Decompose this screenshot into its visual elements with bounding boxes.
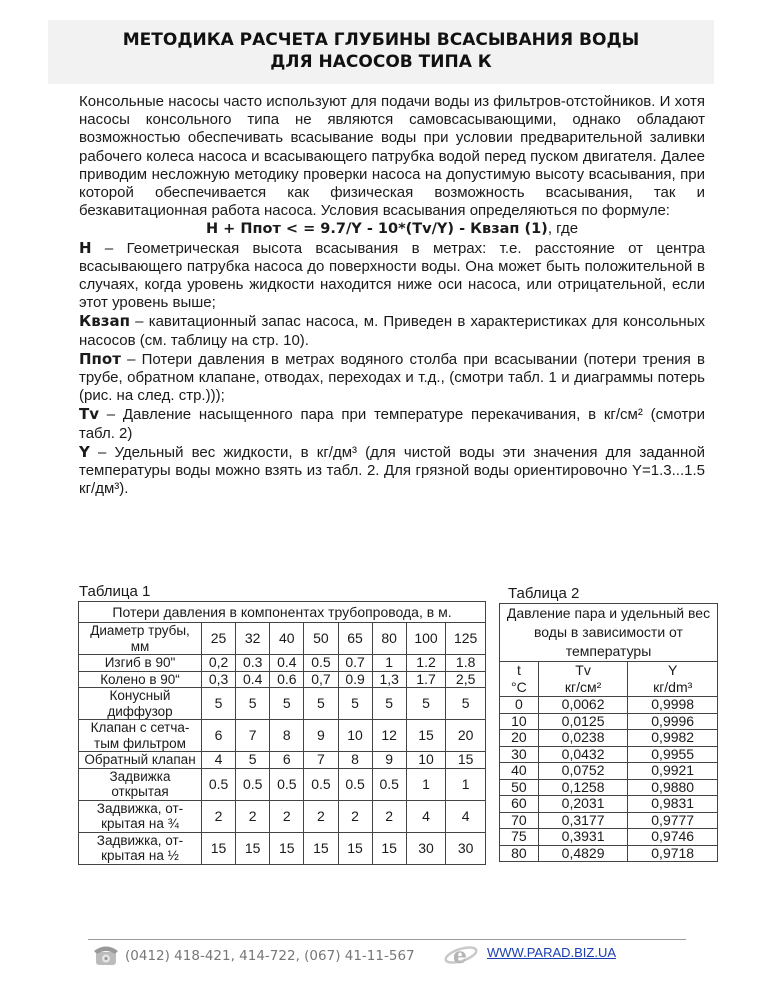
table1-cell: 0.5: [236, 768, 270, 800]
title-line-1: МЕТОДИКА РАСЧЕТА ГЛУБИНЫ ВСАСЫВАНИЯ ВОДЫ: [122, 30, 640, 50]
table1-cell: 0.5: [270, 768, 304, 800]
table2-column-header: [500, 662, 539, 697]
definitions-list: [79, 239, 705, 499]
table1-cell: 0.5: [202, 768, 236, 800]
table-row: [500, 730, 718, 747]
table1-row-label: Задвижка, от-крытая на ½: [79, 832, 202, 864]
table1-cell: 5: [372, 688, 406, 720]
table-row: [500, 829, 718, 846]
table-row: [79, 720, 486, 752]
table-row: [79, 623, 486, 655]
table2-cell: 0,3177: [538, 812, 628, 829]
table-row: [79, 752, 486, 769]
table1-cell: 5: [446, 688, 486, 720]
table1-cell: 4: [446, 800, 486, 832]
table1-cell: 6: [202, 720, 236, 752]
table2-column-header-row: [500, 662, 718, 697]
table2-header-row: [500, 604, 718, 662]
definition-text: – кавитационный запас насоса, м. Приведен в характеристиках для консольных насосов (см. таблицу на стр. 10).: [79, 313, 705, 349]
table1-cell: 15: [202, 832, 236, 864]
table1-cell: 2: [270, 800, 304, 832]
table-row: [500, 697, 718, 714]
table2-cell: 0,9996: [628, 713, 718, 730]
title-box: [48, 20, 714, 84]
table2-cell: 0,9718: [628, 845, 718, 862]
svg-text:e: e: [453, 943, 467, 968]
table-row: [500, 845, 718, 862]
formula: Н + Ппот < = 9.7/Y - 10*(Tv/Y) - Квзап (1): [205, 221, 548, 238]
table1-caption: Таблица 1: [79, 583, 151, 600]
website-link[interactable]: WWW.PARAD.BIZ.UA: [487, 945, 617, 960]
table2-cell: 0,9777: [628, 812, 718, 829]
table1-cell: 9: [372, 752, 406, 769]
table2-column-header: [538, 662, 628, 697]
table1-cell: 15: [372, 832, 406, 864]
table1-cell: 20: [446, 720, 486, 752]
column-name: t: [516, 662, 521, 678]
table2-cell: 0,3931: [538, 829, 628, 846]
table2-cell: 75: [500, 829, 539, 846]
table2-cell: 30: [500, 746, 539, 763]
column-unit: кг/см²: [564, 679, 602, 695]
page-title: [48, 20, 714, 73]
table1-cell: 0,7: [304, 671, 338, 688]
table1-cell: 50: [304, 623, 338, 655]
table1-cell: 8: [338, 752, 372, 769]
table1-cell: 0.6: [270, 671, 304, 688]
footer-divider: [88, 939, 686, 940]
table1-cell: 5: [236, 688, 270, 720]
table2-cell: 40: [500, 763, 539, 780]
table1-cell: 5: [236, 752, 270, 769]
table2-cell: 0,9982: [628, 730, 718, 747]
table1-cell: 2: [372, 800, 406, 832]
table1-row-label: Клапан с сетча-тым фильтром: [79, 720, 202, 752]
formula-suffix: , где: [547, 220, 579, 238]
table1-cell: 6: [270, 752, 304, 769]
table1-row-label: Конусный диффузор: [79, 688, 202, 720]
table1-row-label: Задвижка, от-крытая на ¾: [79, 800, 202, 832]
definition-text: – Геометрическая высота всасывания в метрах: т.е. расстояние от центра всасывающего патрубка насоса до поверхности воды. Она может быть положительной в случаях, когда уровень жидкости находится ниже оси насоса, или отрицательной, если этот уровень выше;: [79, 239, 705, 312]
formula-line: [79, 220, 705, 238]
table-row: [79, 800, 486, 832]
table1-header: Потери давления в компонентах трубопровода, в м.: [79, 602, 486, 623]
table1-cell: 5: [406, 688, 446, 720]
internet-e-icon: [443, 942, 479, 971]
table1-cell: 8: [270, 720, 304, 752]
table1-cell: 0.4: [270, 655, 304, 672]
table2-cell: 70: [500, 812, 539, 829]
table2: [499, 603, 718, 862]
table1-cell: 40: [270, 623, 304, 655]
table2-cell: 0,0752: [538, 763, 628, 780]
table-row: [79, 688, 486, 720]
definition-text: – Удельный вес жидкости, в кг/дм³ (для чистой воды эти значения для заданной температуры воды можно взять из табл. 2. Для грязной воды ориентировочно Y=1.3...1.5 кг/дм³).: [79, 443, 705, 498]
table-row: [500, 763, 718, 780]
table2-cell: 0,0125: [538, 713, 628, 730]
table1-cell: 0.5: [338, 768, 372, 800]
table2-cell: 0,4829: [538, 845, 628, 862]
column-unit: °С: [511, 679, 527, 695]
table1-cell: 0,3: [202, 671, 236, 688]
table1-cell: 100: [406, 623, 446, 655]
table2-cell: 50: [500, 779, 539, 796]
definition-term: Tv: [79, 405, 100, 424]
table1-cell: 125: [446, 623, 486, 655]
table1-cell: 0.5: [304, 655, 338, 672]
table1-cell: 25: [202, 623, 236, 655]
table2-cell: 0,2031: [538, 796, 628, 813]
telephone-icon: [93, 943, 119, 970]
table-row: [500, 812, 718, 829]
table1-cell: 80: [372, 623, 406, 655]
table2-cell: 80: [500, 845, 539, 862]
definition-term: Y: [79, 442, 90, 461]
table2-cell: 0,1258: [538, 779, 628, 796]
table1-cell: 4: [406, 800, 446, 832]
table1-cell: 15: [338, 832, 372, 864]
definition-item: [79, 312, 705, 349]
table1-cell: 2: [202, 800, 236, 832]
table1-cell: 1: [372, 655, 406, 672]
table2-cell: 0,9880: [628, 779, 718, 796]
table1-cell: 12: [372, 720, 406, 752]
table2-cell: 0,0238: [538, 730, 628, 747]
table1-cell: 0.3: [236, 655, 270, 672]
table1-cell: 5: [338, 688, 372, 720]
table2-cell: 0,9998: [628, 697, 718, 714]
table1-cell: 0.9: [338, 671, 372, 688]
table1-cell: 0,2: [202, 655, 236, 672]
definition-item: [79, 239, 705, 313]
table2-cell: 60: [500, 796, 539, 813]
table1-cell: 0.5: [304, 768, 338, 800]
table1-cell: 30: [446, 832, 486, 864]
table1-cell: 0.4: [236, 671, 270, 688]
table-row: [500, 779, 718, 796]
table1-row-label: Задвижка открытая: [79, 768, 202, 800]
table1-cell: 15: [270, 832, 304, 864]
table-row: [79, 655, 486, 672]
table1-cell: 1.8: [446, 655, 486, 672]
table2-cell: 0,0432: [538, 746, 628, 763]
table-row: [500, 713, 718, 730]
table1-row-label: Диаметр трубы, мм: [79, 623, 202, 655]
table-row: [79, 671, 486, 688]
definition-term: Квзап: [79, 312, 130, 331]
column-name: Tv: [575, 662, 591, 678]
table1-cell: 4: [202, 752, 236, 769]
table1-cell: 5: [304, 688, 338, 720]
table2-cell: 0,9921: [628, 763, 718, 780]
table1-cell: 30: [406, 832, 446, 864]
table1-cell: 2: [236, 800, 270, 832]
table1-cell: 1.7: [406, 671, 446, 688]
table1-cell: 2: [304, 800, 338, 832]
table2-caption: Таблица 2: [508, 585, 580, 602]
intro-paragraph: Консольные насосы часто используют для подачи воды из фильтров-отстойников. И хотя насосы консольного типа не являются самовсасывающими, однако обладают возможностью обеспечивать всасывание воды при условии предварительной заливки рабочего колеса насоса и всасывающего патрубка водой перед пуском двигателя. Далее приводим несложную методику проверки насоса на допустимую высоту всасывания, при которой обеспечивается как физическая возможность всасывания, так и безкавитационная работа насоса. Условия всасывания определяються по формуле:: [79, 93, 705, 220]
table1: [78, 601, 486, 865]
title-line-2: ДЛЯ НАСОСОВ ТИПА К: [270, 52, 492, 72]
table1-header-row: [79, 602, 486, 623]
table1-cell: 0.5: [372, 768, 406, 800]
table1-cell: 10: [338, 720, 372, 752]
table1-cell: 1.2: [406, 655, 446, 672]
footer: [93, 942, 693, 968]
table2-cell: 0,9831: [628, 796, 718, 813]
table1-cell: 1: [406, 768, 446, 800]
table1-row-label: Колено в 90“: [79, 671, 202, 688]
table1-cell: 1: [446, 768, 486, 800]
table1-cell: 5: [202, 688, 236, 720]
definition-item: [79, 405, 705, 442]
body-text: [79, 93, 705, 498]
table1-row-label: Изгиб в 90": [79, 655, 202, 672]
table1-cell: 15: [406, 720, 446, 752]
table1-cell: 32: [236, 623, 270, 655]
column-unit: кг/dm³: [653, 679, 693, 695]
table2-header: Давление пара и удельный вес воды в зависимости от температуры: [500, 604, 718, 662]
definition-term: Н: [79, 238, 92, 257]
table-row: [500, 746, 718, 763]
table-row: [500, 796, 718, 813]
table2-cell: 20: [500, 730, 539, 747]
table1-cell: 1,3: [372, 671, 406, 688]
table1-cell: 9: [304, 720, 338, 752]
table1-cell: 5: [270, 688, 304, 720]
table1-cell: 7: [304, 752, 338, 769]
table2-cell: 10: [500, 713, 539, 730]
table1-cell: 7: [236, 720, 270, 752]
table1-cell: 15: [236, 832, 270, 864]
definition-text: – Давление насыщенного пара при температуре перекачивания, в кг/см² (смотри табл. 2): [79, 406, 705, 442]
table-row: [79, 768, 486, 800]
table1-cell: 0.7: [338, 655, 372, 672]
column-name: Y: [668, 662, 678, 678]
table2-cell: 0,0062: [538, 697, 628, 714]
table1-row-label: Обратный клапан: [79, 752, 202, 769]
definition-item: [79, 350, 705, 406]
table1-cell: 15: [446, 752, 486, 769]
table1-cell: 2: [338, 800, 372, 832]
table2-cell: 0,9746: [628, 829, 718, 846]
table2-cell: 0: [500, 697, 539, 714]
table2-cell: 0,9955: [628, 746, 718, 763]
table1-cell: 2,5: [446, 671, 486, 688]
footer-phones: (0412) 418-421, 414-722, (067) 41-11-567: [125, 948, 415, 964]
definition-text: – Потери давления в метрах водяного столба при всасывании (потери трения в трубе, обратном клапане, отводах, переходах и т.д., (смотри табл. 1 и диаграммы потерь (рис. на след. стр.)));: [79, 350, 705, 405]
table2-column-header: [628, 662, 718, 697]
table1-cell: 10: [406, 752, 446, 769]
table1-cell: 15: [304, 832, 338, 864]
definition-item: [79, 443, 705, 499]
definition-term: Ппот: [79, 349, 121, 368]
table1-cell: 65: [338, 623, 372, 655]
table-row: [79, 832, 486, 864]
